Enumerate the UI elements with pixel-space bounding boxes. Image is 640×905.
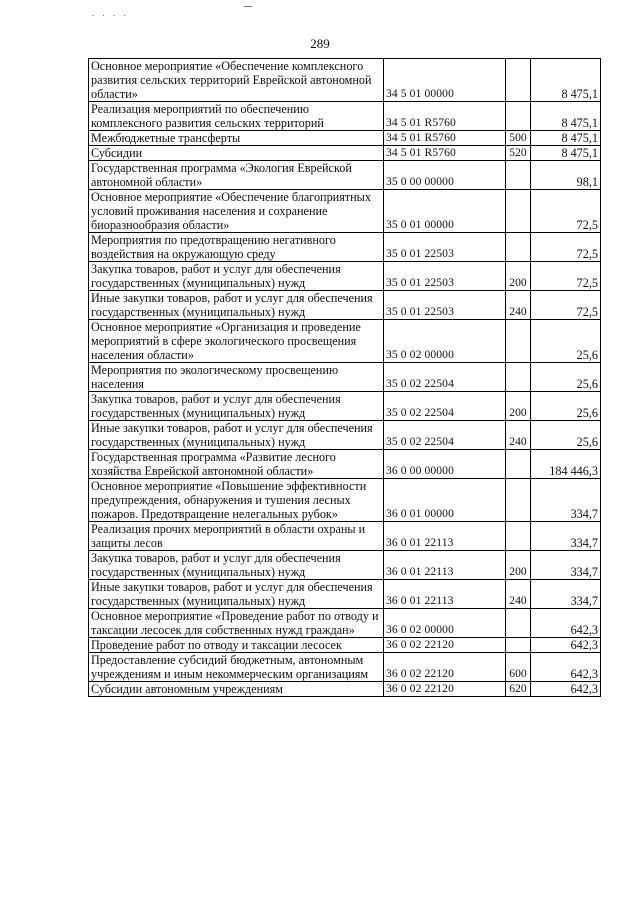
table-row [89, 320, 601, 363]
row-vr-cell: 200 [506, 392, 531, 421]
row-sum-cell: 25,6 [531, 363, 601, 392]
row-sum-cell: 642,3 [531, 609, 601, 638]
table-row [89, 262, 601, 291]
table-row [89, 682, 601, 697]
row-code-cell: 36 0 02 22120 [384, 682, 506, 697]
row-vr-cell: 240 [506, 291, 531, 320]
row-name-cell: Закупка товаров, работ и услуг для обеспечения государственных (муниципальных) нужд [89, 262, 384, 291]
row-code-cell: 34 5 01 00000 [384, 59, 506, 102]
row-code-cell: 36 0 01 22113 [384, 522, 506, 551]
row-vr-cell: 200 [506, 551, 531, 580]
table-row [89, 522, 601, 551]
table-row [89, 59, 601, 102]
table-row [89, 609, 601, 638]
row-vr-cell [506, 102, 531, 131]
row-vr-cell: 520 [506, 146, 531, 161]
row-sum-cell: 184 446,3 [531, 450, 601, 479]
row-code-cell: 35 0 01 22503 [384, 233, 506, 262]
row-name-cell: Государственная программа «Развитие лесного хозяйства Еврейской автономной области» [89, 450, 384, 479]
budget-table-body [89, 59, 601, 697]
row-vr-cell: 600 [506, 653, 531, 682]
row-sum-cell: 642,3 [531, 638, 601, 653]
row-code-cell: 36 0 01 00000 [384, 479, 506, 522]
table-row [89, 146, 601, 161]
row-sum-cell: 334,7 [531, 479, 601, 522]
table-row [89, 190, 601, 233]
row-code-cell: 36 0 01 22113 [384, 580, 506, 609]
row-sum-cell: 642,3 [531, 682, 601, 697]
row-code-cell: 36 0 02 22120 [384, 653, 506, 682]
row-name-cell: Мероприятия по экологическому просвещению населения [89, 363, 384, 392]
row-code-cell: 35 0 01 00000 [384, 190, 506, 233]
row-name-cell: Межбюджетные трансферты [89, 131, 384, 146]
table-row [89, 233, 601, 262]
row-vr-cell [506, 363, 531, 392]
row-sum-cell: 8 475,1 [531, 146, 601, 161]
table-row [89, 638, 601, 653]
row-code-cell: 35 0 00 00000 [384, 161, 506, 190]
row-name-cell: Мероприятия по предотвращению негативного воздействия на окружающую среду [89, 233, 384, 262]
row-code-cell: 35 0 01 22503 [384, 262, 506, 291]
row-vr-cell: 200 [506, 262, 531, 291]
row-code-cell: 36 0 02 00000 [384, 609, 506, 638]
row-sum-cell: 334,7 [531, 580, 601, 609]
row-name-cell: Основное мероприятие «Проведение работ по отводу и таксации лесосек для собственных нужд граждан» [89, 609, 384, 638]
row-name-cell: Государственная программа «Экология Еврейской автономной области» [89, 161, 384, 190]
row-name-cell: Реализация мероприятий по обеспечению комплексного развития сельских территорий [89, 102, 384, 131]
row-sum-cell: 8 475,1 [531, 59, 601, 102]
row-code-cell: 36 0 02 22120 [384, 638, 506, 653]
row-vr-cell [506, 609, 531, 638]
row-vr-cell: 240 [506, 421, 531, 450]
row-sum-cell: 25,6 [531, 392, 601, 421]
table-row [89, 580, 601, 609]
row-vr-cell [506, 522, 531, 551]
row-sum-cell: 334,7 [531, 551, 601, 580]
table-row [89, 102, 601, 131]
row-vr-cell [506, 161, 531, 190]
row-name-cell: Иные закупки товаров, работ и услуг для обеспечения государственных (муниципальных) нужд [89, 291, 384, 320]
row-name-cell: Иные закупки товаров, работ и услуг для обеспечения государственных (муниципальных) нужд [89, 421, 384, 450]
row-name-cell: Закупка товаров, работ и услуг для обеспечения государственных (муниципальных) нужд [89, 392, 384, 421]
page-number: 289 [310, 36, 330, 51]
row-sum-cell: 72,5 [531, 291, 601, 320]
row-code-cell: 36 0 01 22113 [384, 551, 506, 580]
row-code-cell: 34 5 01 R5760 [384, 131, 506, 146]
row-code-cell: 34 5 01 R5760 [384, 102, 506, 131]
row-vr-cell: 240 [506, 580, 531, 609]
table-row [89, 479, 601, 522]
row-vr-cell [506, 59, 531, 102]
row-vr-cell [506, 233, 531, 262]
row-name-cell: Закупка товаров, работ и услуг для обеспечения государственных (муниципальных) нужд [89, 551, 384, 580]
budget-table [88, 58, 601, 697]
row-vr-cell: 500 [506, 131, 531, 146]
row-code-cell: 36 0 00 00000 [384, 450, 506, 479]
table-row [89, 291, 601, 320]
row-name-cell: Субсидии автономным учреждениям [89, 682, 384, 697]
table-row [89, 551, 601, 580]
row-vr-cell [506, 450, 531, 479]
row-code-cell: 34 5 01 R5760 [384, 146, 506, 161]
row-sum-cell: 25,6 [531, 421, 601, 450]
table-row [89, 450, 601, 479]
row-sum-cell: 72,5 [531, 190, 601, 233]
table-row [89, 131, 601, 146]
row-sum-cell: 8 475,1 [531, 102, 601, 131]
row-vr-cell [506, 638, 531, 653]
row-code-cell: 35 0 02 00000 [384, 320, 506, 363]
row-vr-cell [506, 479, 531, 522]
row-name-cell: Основное мероприятие «Обеспечение комплексного развития сельских территорий Еврейской автономной области» [89, 59, 384, 102]
table-row [89, 421, 601, 450]
row-name-cell: Предоставление субсидий бюджетным, автономным учреждениям и иным некоммерческим организациям [89, 653, 384, 682]
row-code-cell: 35 0 02 22504 [384, 363, 506, 392]
row-code-cell: 35 0 02 22504 [384, 421, 506, 450]
row-name-cell: Основное мероприятие «Обеспечение благоприятных условий проживания населения и сохранение биоразнообразия области» [89, 190, 384, 233]
row-sum-cell: 72,5 [531, 262, 601, 291]
row-name-cell: Проведение работ по отводу и таксации лесосек [89, 638, 384, 653]
row-sum-cell: 334,7 [531, 522, 601, 551]
row-sum-cell: 98,1 [531, 161, 601, 190]
row-sum-cell: 8 475,1 [531, 131, 601, 146]
table-row [89, 161, 601, 190]
table-row [89, 392, 601, 421]
row-name-cell: Основное мероприятие «Организация и проведение мероприятий в сфере экологического просвещения населения области» [89, 320, 384, 363]
row-vr-cell [506, 190, 531, 233]
row-vr-cell [506, 320, 531, 363]
row-sum-cell: 72,5 [531, 233, 601, 262]
table-row [89, 363, 601, 392]
table-row [89, 653, 601, 682]
row-name-cell: Иные закупки товаров, работ и услуг для обеспечения государственных (муниципальных) нужд [89, 580, 384, 609]
row-name-cell: Реализация прочих мероприятий в области охраны и защиты лесов [89, 522, 384, 551]
row-name-cell: Субсидии [89, 146, 384, 161]
scan-marks: . . . . [92, 8, 129, 18]
row-code-cell: 35 0 02 22504 [384, 392, 506, 421]
row-vr-cell: 620 [506, 682, 531, 697]
row-name-cell: Основное мероприятие «Повышение эффективности предупреждения, обнаружения и тушения лесных пожаров. Предотвращение нелегальных рубок» [89, 479, 384, 522]
row-code-cell: 35 0 01 22503 [384, 291, 506, 320]
row-sum-cell: 25,6 [531, 320, 601, 363]
row-sum-cell: 642,3 [531, 653, 601, 682]
scan-dash [244, 6, 252, 7]
